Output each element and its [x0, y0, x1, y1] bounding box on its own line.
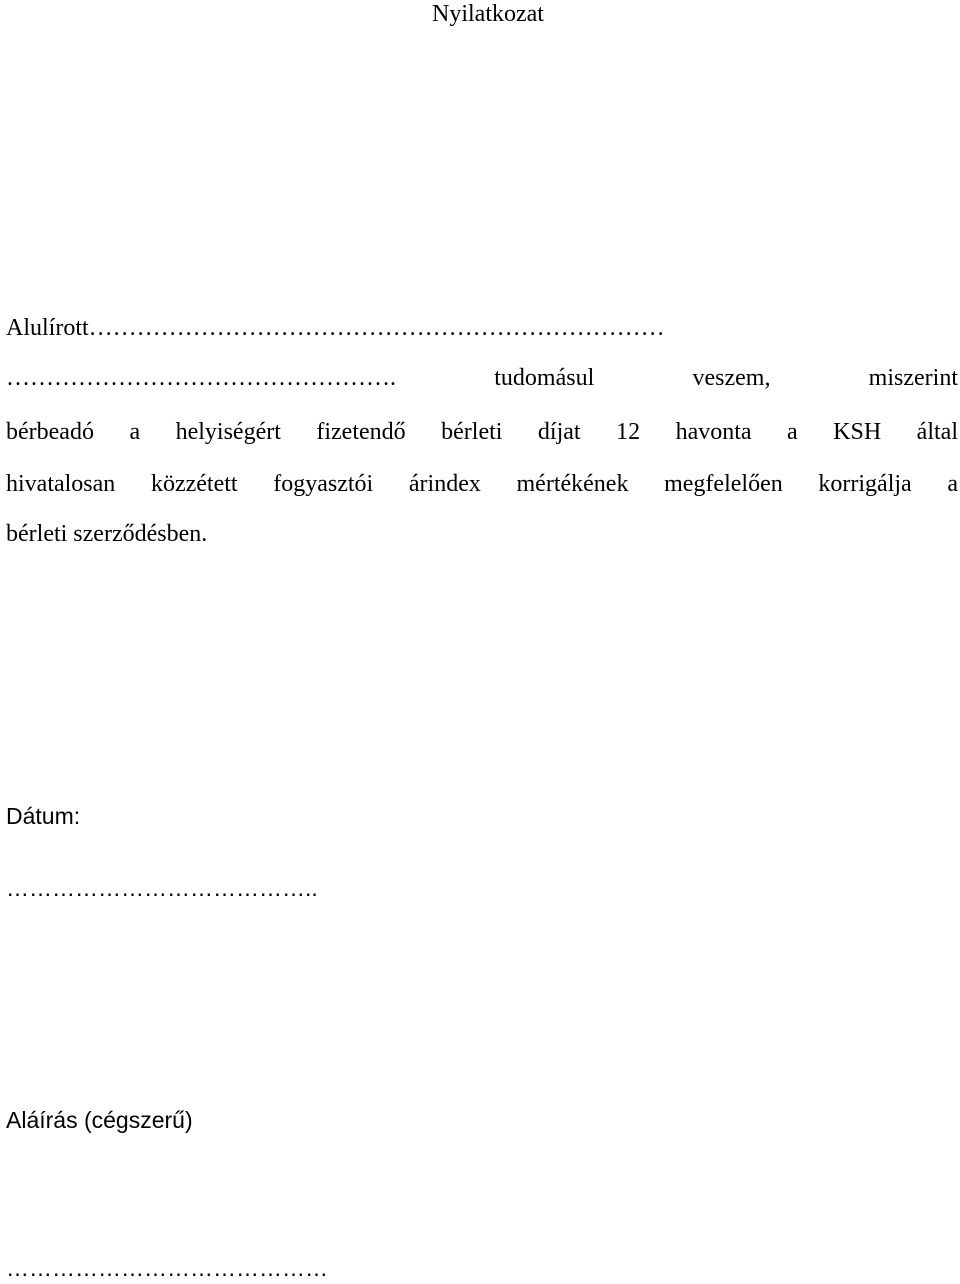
date-label: Dátum:: [6, 803, 81, 829]
document-title: Nyilatkozat: [432, 1, 544, 27]
signature-blank-line: ……………………………………: [6, 1255, 328, 1281]
statement-line-2: …………………………………………. tudomásul veszem, miszerint: [6, 365, 958, 391]
statement-line-1: Alulírott………………………………………………………………: [6, 315, 665, 341]
statement-line-4: hivatalosan közzétett fogyasztói árindex mértékének megfelelően korrigálja a: [6, 471, 958, 497]
signature-label: Aláírás (cégszerű): [6, 1107, 193, 1133]
statement-line-5: bérleti szerződésben.: [6, 521, 208, 547]
date-blank-line: …………………………………..: [6, 875, 318, 901]
statement-line-3: bérbeadó a helyiségért fizetendő bérleti díjat 12 havonta a KSH által: [6, 419, 958, 445]
